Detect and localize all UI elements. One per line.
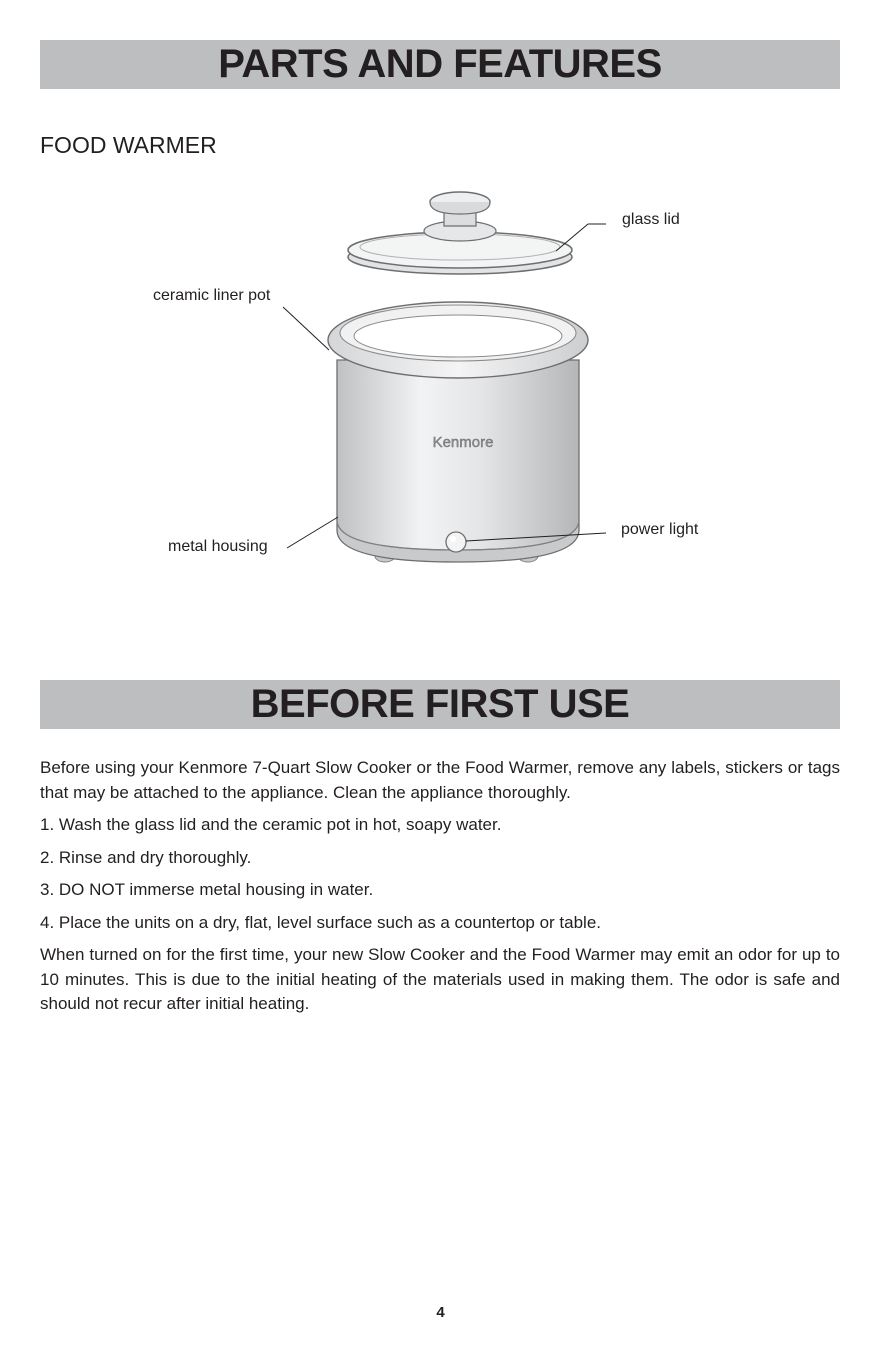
- food-warmer-heading: FOOD WARMER: [40, 132, 217, 158]
- brand-label: Kenmore: [432, 434, 494, 451]
- callout-glass-lid: glass lid: [622, 211, 680, 228]
- page-number: 4: [436, 1304, 445, 1321]
- step-item: 4. Place the units on a dry, flat, level surface such as a countertop or table.: [40, 912, 601, 932]
- step-item: 2. Rinse and dry thoroughly.: [40, 847, 252, 867]
- callout-power-light: power light: [621, 521, 699, 538]
- ceramic-liner-pot: [328, 302, 588, 378]
- callout-ceramic-liner-pot: ceramic liner pot: [153, 287, 271, 304]
- glass-lid: [348, 192, 572, 274]
- before-first-use-body: [40, 756, 840, 1025]
- food-warmer-diagram: [0, 180, 881, 600]
- intro-paragraph: Before using your Kenmore 7-Quart Slow Cooker or the Food Warmer, remove any labels, stickers or tags that may be attached to the appliance. Clean the appliance thoroughly.: [40, 758, 840, 802]
- before-first-use-title: BEFORE FIRST USE: [250, 682, 630, 726]
- parts-features-title: PARTS AND FEATURES: [218, 42, 662, 86]
- step-item: 1. Wash the glass lid and the ceramic pot in hot, soapy water.: [40, 815, 502, 834]
- step-item: 3. DO NOT immerse metal housing in water.: [40, 880, 374, 899]
- odor-paragraph: When turned on for the first time, your new Slow Cooker and the Food Warmer may emit an odor for up to 10 minutes. This is due to the initial heating of the materials used in making them. The odor is safe and should not recur after initial heating.: [40, 945, 840, 1013]
- power-light-icon: [446, 532, 466, 552]
- parts-features-banner: [40, 40, 840, 89]
- before-first-use-banner: [40, 680, 840, 729]
- callout-metal-housing: metal housing: [168, 538, 268, 555]
